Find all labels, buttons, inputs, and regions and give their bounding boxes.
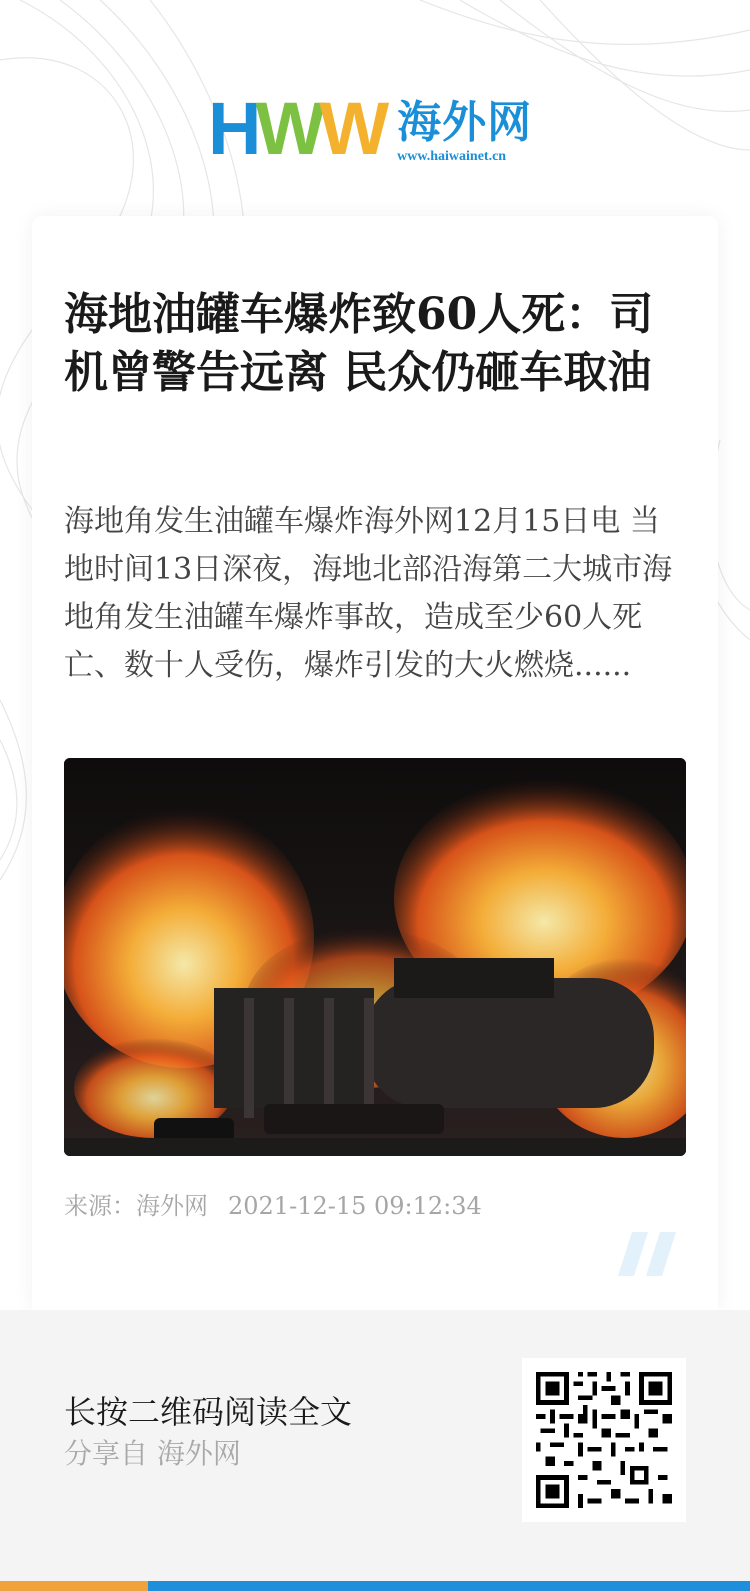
- share-source: 分享自 海外网: [64, 1437, 241, 1470]
- brand-name: 海外网: [397, 97, 533, 148]
- article-title: 海地油罐车爆炸致60人死：司机曾警告远离 民众仍砸车取油: [64, 289, 654, 398]
- bottom-bar-blue: [148, 1581, 750, 1591]
- article-source: 来源：海外网: [64, 1192, 208, 1220]
- article-summary: 海地角发生油罐车爆炸海外网12月15日电 当地时间13日深夜，海地北部沿海第二大城市海地角发生油罐车爆炸事故，造成至少60人死亡、数十人受伤，爆炸引发的大火燃烧......: [64, 504, 673, 683]
- brand-logo: [208, 87, 533, 170]
- article-datetime: 2021-12-15 09:12:34: [228, 1192, 482, 1220]
- slash-quote-icon: [618, 1232, 676, 1276]
- article-meta: [64, 1190, 482, 1222]
- article-photo: [64, 758, 686, 1156]
- bottom-bar-orange: [0, 1581, 148, 1591]
- qr-code-icon[interactable]: [522, 1358, 686, 1522]
- logo-letter-h: H: [208, 87, 256, 170]
- logo-hww-mark: [208, 87, 384, 170]
- footer-title: 长按二维码阅读全文: [64, 1393, 353, 1431]
- logo-letter-w1: W: [255, 87, 320, 170]
- logo-letter-w2: W: [319, 87, 384, 170]
- brand-url: www.haiwainet.cn: [397, 149, 507, 164]
- bottom-accent-bar: [0, 1581, 750, 1591]
- fire-photo-illustration: [64, 758, 686, 1156]
- qr-code-graphic: [536, 1372, 672, 1508]
